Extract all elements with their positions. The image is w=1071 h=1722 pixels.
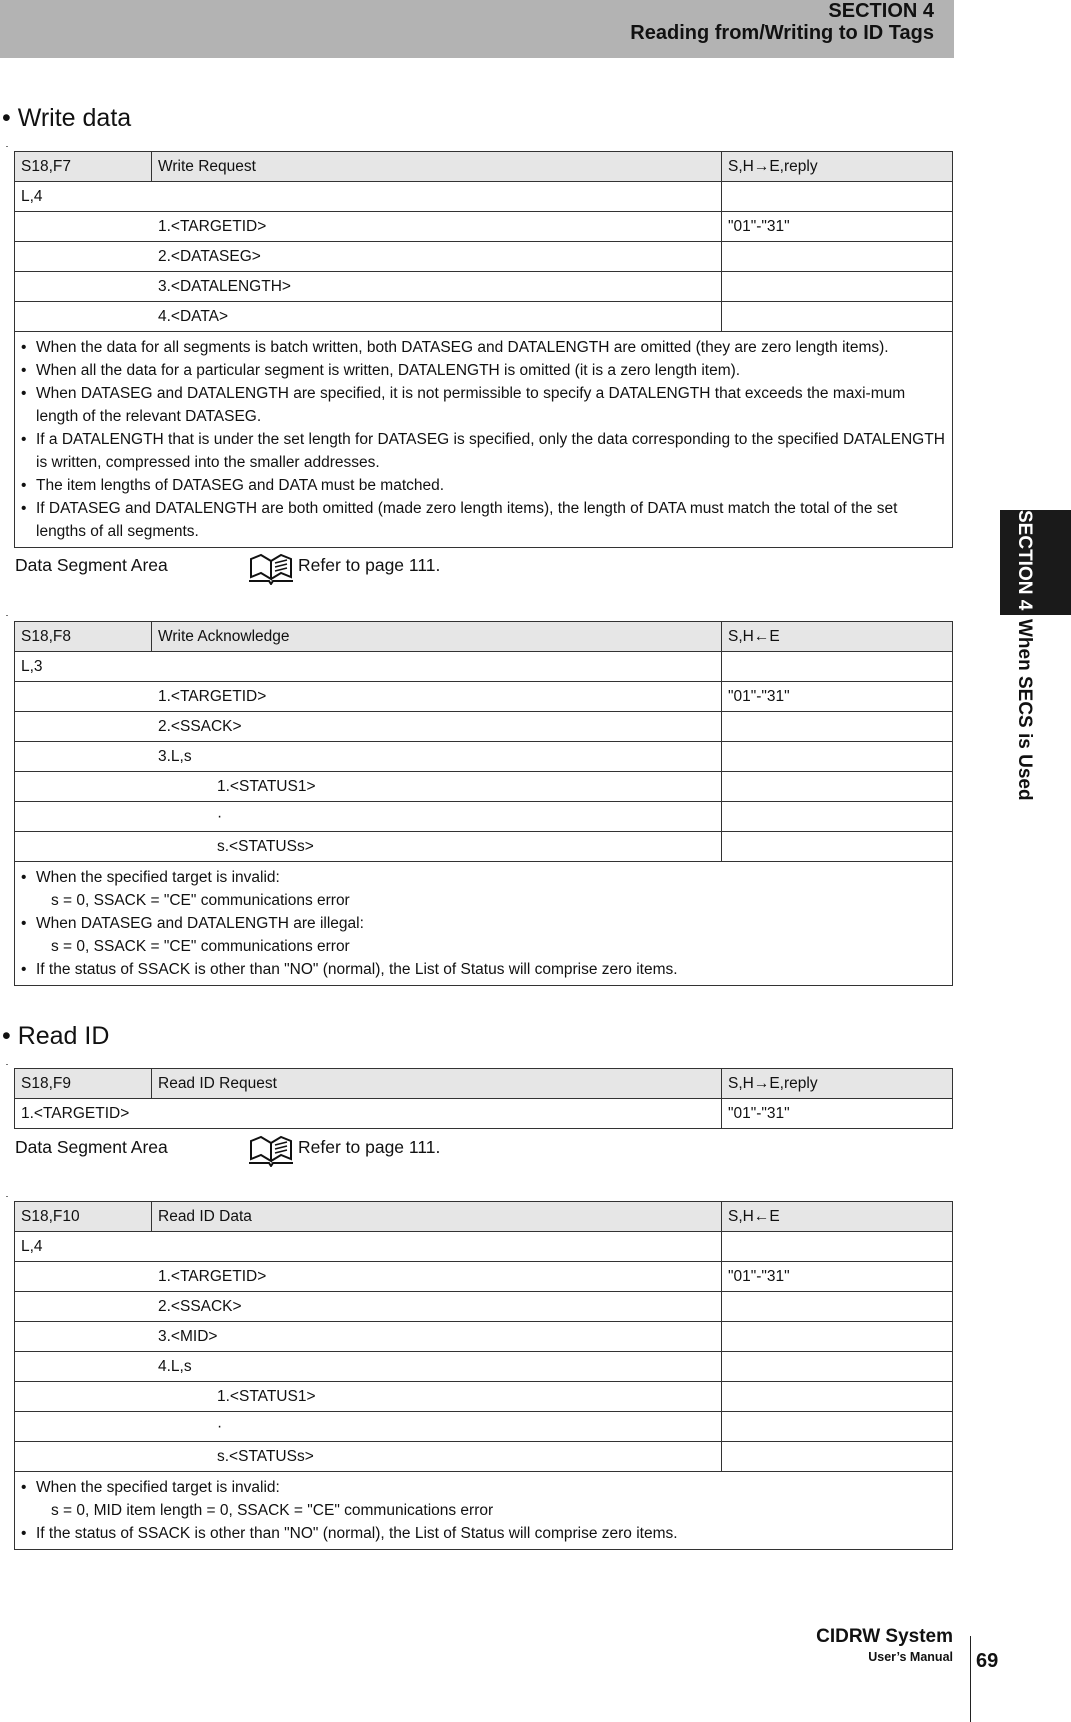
table-row — [15, 682, 953, 712]
item-label: 1.<TARGETID> — [15, 682, 722, 712]
table-header-row — [15, 622, 953, 652]
page-reference-link[interactable]: Refer to page 111. — [298, 1137, 441, 1157]
item-value — [722, 712, 953, 742]
item-value — [722, 742, 953, 772]
table-row — [15, 1322, 953, 1352]
value-cell — [722, 832, 953, 862]
message-name: Write Request — [152, 152, 722, 182]
item-label: 2.<DATASEG> — [15, 242, 722, 272]
table-row — [15, 1292, 953, 1322]
table-row — [15, 302, 953, 332]
item-value: "01"-"31" — [722, 212, 953, 242]
item-label: 1.<TARGETID> — [15, 1099, 722, 1129]
table-header-row — [15, 152, 953, 182]
stream-function: S18,F10 — [15, 1202, 152, 1232]
stream-function: S18,F9 — [15, 1069, 152, 1099]
item-value — [722, 302, 953, 332]
item-label: 3.<DATALENGTH> — [15, 272, 722, 302]
s18f8-table — [14, 621, 953, 986]
list-header: L,4 — [15, 1232, 722, 1262]
value-cell — [722, 802, 953, 832]
note-item: • If the status of SSACK is other than "NO" (normal), the List of Status will comprise zero items. — [21, 1522, 948, 1545]
tick-mark — [6, 1064, 8, 1065]
item-value: "01"-"31" — [722, 1099, 953, 1129]
note-subitem: s = 0, SSACK = "CE" communications error — [51, 892, 350, 909]
side-tab[interactable] — [1013, 510, 1035, 801]
stream-function: S18,F7 — [15, 152, 152, 182]
page-number: 69 — [976, 1650, 999, 1672]
item-label: 2.<SSACK> — [15, 1292, 722, 1322]
note-item: • When DATASEG and DATALENGTH are specified, it is not permissible to specify a DATALENGTH that exceeds the maxi-mum length of the relevant DATASEG. — [21, 382, 948, 428]
sub-item-label: · — [15, 1412, 722, 1442]
section-title: Reading from/Writing to ID Tags — [630, 22, 934, 44]
item-label: 3.L,s — [15, 742, 722, 772]
note-item: • When the specified target is invalid: — [21, 866, 948, 889]
item-label: 2.<SSACK> — [15, 712, 722, 742]
value-cell — [722, 1442, 953, 1472]
notes-row — [15, 332, 953, 548]
book-reference-icon — [247, 551, 295, 590]
message-name: Read ID Data — [152, 1202, 722, 1232]
footer-divider — [970, 1636, 971, 1722]
note-item: • If the status of SSACK is other than "NO" (normal), the List of Status will comprise zero items. — [21, 958, 948, 981]
item-value — [722, 272, 953, 302]
list-header: L,4 — [15, 182, 722, 212]
sub-item-label: 1.<STATUS1> — [15, 772, 722, 802]
table-row — [15, 272, 953, 302]
table-row — [15, 1442, 953, 1472]
item-value — [722, 242, 953, 272]
notes-cell — [15, 862, 953, 986]
reference-label: Data Segment Area — [15, 555, 168, 575]
book-reference-icon — [247, 1133, 295, 1172]
list-header: L,3 — [15, 652, 722, 682]
side-tab-background — [1000, 510, 1071, 615]
table-row — [15, 1099, 953, 1129]
item-value: "01"-"31" — [722, 1262, 953, 1292]
notes-cell — [15, 1472, 953, 1550]
stream-function: S18,F8 — [15, 622, 152, 652]
item-value: "01"-"31" — [722, 682, 953, 712]
table-row — [15, 212, 953, 242]
note-item: • When the data for all segments is batch written, both DATASEG and DATALENGTH are omitted (they are zero length items). — [21, 336, 948, 359]
item-value — [722, 1352, 953, 1382]
value-cell — [722, 1232, 953, 1262]
item-label: 4.L,s — [15, 1352, 722, 1382]
table-row — [15, 1412, 953, 1442]
message-name: Read ID Request — [152, 1069, 722, 1099]
sub-item-label: s.<STATUSs> — [15, 1442, 722, 1472]
table-row — [15, 802, 953, 832]
write-data-heading: • Write data — [2, 104, 132, 132]
item-value — [722, 1292, 953, 1322]
note-subitem: s = 0, MID item length = 0, SSACK = "CE" communications error — [51, 1502, 494, 1519]
message-direction: S,H←E — [722, 622, 953, 652]
page-reference-link[interactable]: Refer to page 111. — [298, 555, 441, 575]
note-item: • When the specified target is invalid: — [21, 1476, 948, 1499]
message-direction: S,H←E — [722, 1202, 953, 1232]
notes-row — [15, 1472, 953, 1550]
footer-product: CIDRW System — [816, 1626, 953, 1647]
value-cell — [722, 772, 953, 802]
value-cell — [722, 182, 953, 212]
table-row — [15, 1382, 953, 1412]
notes-cell — [15, 332, 953, 548]
note-item: • The item lengths of DATASEG and DATA must be matched. — [21, 474, 948, 497]
note-item: • If a DATALENGTH that is under the set length for DATASEG is specified, only the data corresponding to the specified DATALENGTH is written, compressed into the smaller addresses. — [21, 428, 948, 474]
reference-label: Data Segment Area — [15, 1137, 168, 1157]
footer-manual: User’s Manual — [868, 1650, 953, 1664]
tick-mark — [6, 146, 8, 147]
tick-mark — [6, 615, 8, 616]
tick-mark — [6, 1196, 8, 1197]
table-row — [15, 712, 953, 742]
item-label: 1.<TARGETID> — [15, 212, 722, 242]
table-header-row — [15, 1202, 953, 1232]
table-row — [15, 742, 953, 772]
value-cell — [722, 1382, 953, 1412]
table-row — [15, 1262, 953, 1292]
item-label: 4.<DATA> — [15, 302, 722, 332]
section-header — [0, 0, 954, 58]
sub-item-label: s.<STATUSs> — [15, 832, 722, 862]
value-cell — [722, 652, 953, 682]
table-header-row — [15, 1069, 953, 1099]
note-item: • When DATASEG and DATALENGTH are illegal: — [21, 912, 948, 935]
s18f9-table — [14, 1068, 953, 1129]
table-row — [15, 652, 953, 682]
table-row — [15, 1232, 953, 1262]
table-row — [15, 182, 953, 212]
sub-item-label: · — [15, 802, 722, 832]
sub-item-label: 1.<STATUS1> — [15, 1382, 722, 1412]
item-label: 1.<TARGETID> — [15, 1262, 722, 1292]
item-label: 3.<MID> — [15, 1322, 722, 1352]
notes-row — [15, 862, 953, 986]
value-cell — [722, 1412, 953, 1442]
section-number: SECTION 4 — [828, 0, 934, 22]
table-row — [15, 1352, 953, 1382]
note-item: • When all the data for a particular segment is written, DATALENGTH is omitted (it is a zero length item). — [21, 359, 948, 382]
side-tab-title: When SECS is Used — [1014, 619, 1035, 801]
message-direction: S,H→E,reply — [722, 1069, 953, 1099]
read-id-heading: • Read ID — [2, 1022, 110, 1050]
message-direction: S,H→E,reply — [722, 152, 953, 182]
s18f10-table — [14, 1201, 953, 1550]
table-row — [15, 242, 953, 272]
s18f7-table — [14, 151, 953, 548]
item-value — [722, 1322, 953, 1352]
side-tab-section: SECTION 4 — [1014, 510, 1035, 611]
table-row — [15, 832, 953, 862]
note-subitem: s = 0, SSACK = "CE" communications error — [51, 938, 350, 955]
message-name: Write Acknowledge — [152, 622, 722, 652]
table-row — [15, 772, 953, 802]
note-item: • If DATASEG and DATALENGTH are both omitted (made zero length items), the length of DATA must match the total of the set lengths of all segments. — [21, 497, 948, 543]
